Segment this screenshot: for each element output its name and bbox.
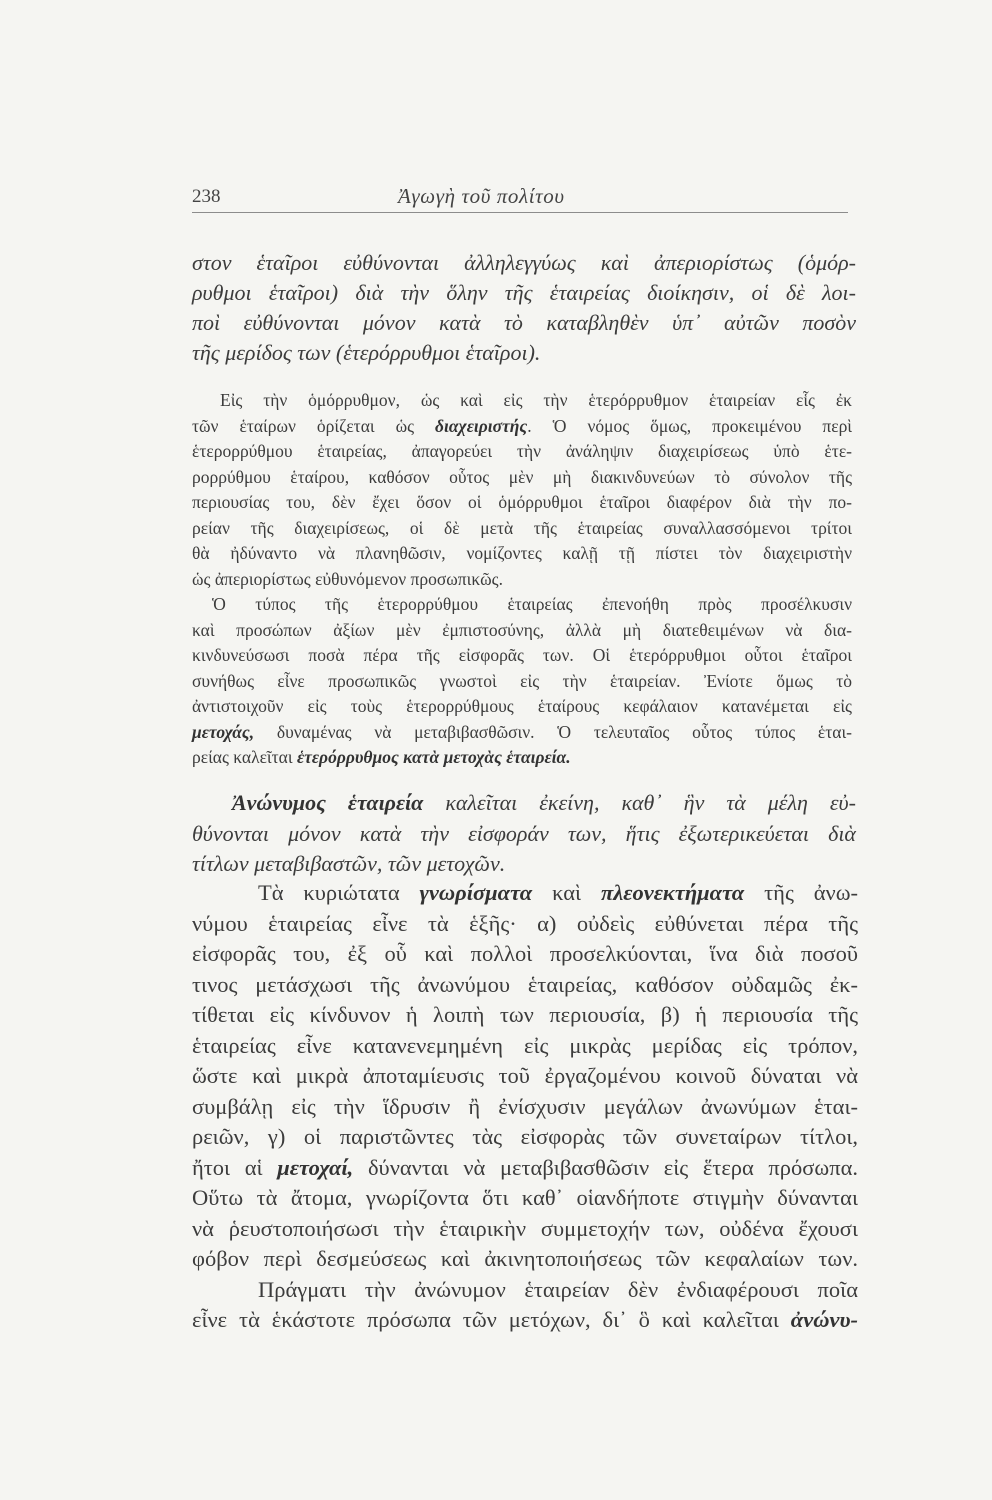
paragraph bbox=[192, 788, 856, 880]
emphasis-term: μετοχαί, bbox=[277, 1154, 354, 1180]
emphasis-term: Ἀνώνυμος ἑταιρεία bbox=[232, 790, 424, 815]
emphasis-term: ἀνώνυ- bbox=[790, 1307, 858, 1332]
line-text: ρείας καλεῖται bbox=[192, 747, 297, 767]
text-line bbox=[192, 669, 852, 695]
line-text: στον ἑταῖροι εὐθύνονται ἀλληλεγγύως καὶ ἀπεριορίστως (ὁμόρ- bbox=[192, 250, 856, 275]
paragraph bbox=[192, 248, 856, 368]
text-line bbox=[258, 1275, 858, 1306]
text-line bbox=[192, 819, 856, 850]
text-line bbox=[192, 970, 858, 1001]
text-line bbox=[192, 1000, 858, 1031]
text-line bbox=[192, 618, 852, 644]
line-text: ἑτερορρύθμου ἑταιρείας, ἀπαγορεύει τὴν ἀνάληψιν διαχειρίσεως ὑπὸ ἑτε- bbox=[192, 441, 852, 461]
line-text: ὡς ἀπεριορίστως εὐθυνόμενον προσωπικῶς. bbox=[192, 568, 503, 589]
text-line bbox=[192, 745, 852, 771]
text-line bbox=[192, 1305, 858, 1336]
line-text: καὶ προσώπων ἀξίων μὲν ἐμπιστοσύνης, ἀλλὰ μὴ διατεθειμένων νὰ δια- bbox=[192, 619, 852, 640]
text-line bbox=[192, 939, 858, 970]
text-line bbox=[192, 1153, 858, 1184]
emphasis-term: γνωρίσματα bbox=[419, 880, 533, 905]
line-text: τῶν ἑταίρων ὁρίζεται ὡς bbox=[192, 415, 436, 436]
paragraph bbox=[192, 878, 858, 1336]
line-text: καὶ bbox=[532, 880, 601, 905]
line-text: συνήθως εἶνε προσωπικῶς γνωστοὶ εἰς τὴν ἑταιρείαν. Ἐνίοτε ὅμως τὸ bbox=[192, 670, 852, 691]
line-text: καλεῖται ἐκείνη, καθ᾽ ἣν τὰ μέλη εὐ- bbox=[423, 790, 856, 815]
line-text: φόβον περὶ δεσμεύσεως καὶ ἀκινητοποιήσεως τῶν κεφαλαίων των. bbox=[192, 1246, 858, 1271]
text-line bbox=[192, 720, 852, 746]
line-text: τῆς μερίδος των (ἑτερόρρυθμοι ἑταῖροι). bbox=[192, 340, 541, 365]
line-text: τίθεται εἰς κίνδυνον ἡ λοιπὴ των περιουσία, β) ἡ περιουσία τῆς bbox=[192, 1002, 858, 1027]
emphasis-term: διαχειριστής bbox=[435, 415, 528, 436]
emphasis-term: πλεονεκτήματα bbox=[600, 880, 745, 905]
text-line bbox=[192, 278, 856, 308]
line-text: θύνονται μόνον κατὰ τὴν εἰσφοράν των, ἥτις ἐξωτερικεύεται διὰ bbox=[192, 820, 856, 846]
emphasis-term: ἑτερόρρυθμος κατὰ μετοχὰς ἑταιρεία. bbox=[296, 747, 571, 767]
text-line bbox=[220, 388, 852, 414]
line-text: ρυθμοι ἑταῖροι) διὰ τὴν ὅλην τῆς ἑταιρείας διοίκησιν, οἱ δὲ λοι- bbox=[192, 280, 856, 305]
line-text: περιουσίας του, δὲν ἔχει ὅσον οἱ ὁμόρρυθμοι ἑταῖροι διαφέρον διὰ τὴν πο- bbox=[192, 492, 852, 512]
running-title: Ἀγωγὴ τοῦ πολίτου bbox=[398, 184, 565, 208]
text-line bbox=[192, 849, 856, 880]
text-line bbox=[192, 1183, 858, 1214]
line-text: εἰσφορᾶς του, ἐξ οὗ καὶ πολλοὶ προσελκύονται, ἵνα διὰ ποσοῦ bbox=[192, 941, 858, 966]
line-text: δυναμένας νὰ μεταβιβασθῶσιν. Ὁ τελευταῖος οὗτος τύπος ἑται- bbox=[254, 721, 852, 742]
line-text: εἶνε τὰ ἑκάστοτε πρόσωπα τῶν μετόχων, δι᾽ ὃ καὶ καλεῖται bbox=[192, 1307, 791, 1332]
line-text: Εἰς τὴν ὁμόρρυθμον, ὡς καὶ εἰς τὴν ἑτερόρρυθμον ἑταιρείαν εἷς ἐκ bbox=[220, 390, 852, 410]
line-text: νύμου ἑταιρείας εἶνε τὰ ἑξῆς· α) οὐδεὶς εὐθύνεται πέρα τῆς bbox=[192, 910, 858, 936]
text-line bbox=[192, 338, 856, 368]
text-line bbox=[192, 1214, 858, 1245]
line-text: ρορρύθμου ἑταίρου, καθόσον οὗτος μὲν μὴ διακινδυνεύων τὸ σύνολον τῆς bbox=[192, 466, 852, 487]
line-text: τίτλων μεταβιβαστῶν, τῶν μετοχῶν. bbox=[192, 851, 506, 876]
line-text: Ὁ τύπος τῆς ἑτερορρύθμου ἑταιρείας ἐπενοήθη πρὸς προσέλκυσιν bbox=[212, 594, 853, 614]
text-line bbox=[212, 592, 852, 618]
emphasis-term: μετοχάς, bbox=[192, 721, 255, 742]
line-text: κινδυνεύσωσι ποσὰ πέρα τῆς εἰσφορᾶς των. Οἱ ἑτερόρρυθμοι οὗτοι ἑταῖροι bbox=[192, 645, 852, 665]
text-line bbox=[192, 1061, 858, 1092]
line-text: Οὕτω τὰ ἄτομα, γνωρίζοντα ὅτι καθ᾽ οἱανδήποτε στιγμὴν δύνανται bbox=[192, 1185, 858, 1210]
text-line bbox=[192, 541, 852, 567]
line-text: ἤτοι αἱ bbox=[192, 1154, 278, 1180]
text-line bbox=[192, 439, 852, 465]
line-text: . Ὁ νόμος ὅμως, προκειμένου περὶ bbox=[527, 415, 853, 436]
text-line bbox=[192, 414, 852, 440]
text-line bbox=[258, 878, 858, 909]
text-line bbox=[192, 308, 856, 338]
text-line bbox=[192, 1031, 858, 1062]
text-line bbox=[192, 567, 852, 593]
line-text: ρείαν τῆς διαχειρίσεως, οἱ δὲ μετὰ τῆς ἑταιρείας συναλλασσόμενοι τρίτοι bbox=[192, 517, 852, 538]
line-text: ἑταιρείας εἶνε κατανενεμημένη εἰς μικρὰς μερίδας εἰς τρόπον, bbox=[192, 1032, 858, 1058]
text-line bbox=[192, 643, 852, 669]
line-text: θὰ ἠδύναντο νὰ πλανηθῶσιν, νομίζοντες καλῇ τῇ πίστει τὸν διαχειριστὴν bbox=[192, 543, 852, 563]
line-text: ὥστε καὶ μικρὰ ἀποταμίευσις τοῦ ἐργαζομένου κοινοῦ δύναται νὰ bbox=[192, 1063, 858, 1088]
text-line bbox=[192, 1092, 858, 1123]
text-line bbox=[192, 909, 858, 940]
line-text: τινος μετάσχωσι τῆς ἀνωνύμου ἑταιρείας, καθόσον οὐδαμῶς ἐκ- bbox=[192, 971, 859, 997]
page-number: 238 bbox=[192, 186, 221, 207]
line-text: Τὰ κυριώτατα bbox=[258, 880, 420, 905]
text-line bbox=[192, 248, 856, 278]
text-line bbox=[192, 1122, 858, 1153]
line-text: Πράγματι τὴν ἀνώνυμον ἑταιρείαν δὲν ἐνδιαφέρουσι ποῖα bbox=[258, 1276, 858, 1302]
text-line bbox=[192, 694, 852, 720]
text-line bbox=[192, 490, 852, 516]
paragraph bbox=[192, 388, 852, 771]
line-text: ποὶ εὐθύνονται μόνον κατὰ τὸ καταβληθὲν ὑπ᾽ αὐτῶν ποσὸν bbox=[192, 310, 856, 335]
header-rule bbox=[192, 212, 848, 213]
text-line bbox=[232, 788, 856, 819]
line-text: ρειῶν, γ) οἱ παριστῶντες τὰς εἰσφορὰς τῶν συνεταίρων τίτλοι, bbox=[192, 1124, 859, 1149]
line-text: ἀντιστοιχοῦν εἰς τοὺς ἑτερορρύθμους ἑταίρους κεφάλαιον κατανέμεται εἰς bbox=[192, 696, 852, 716]
line-text: δύνανται νὰ μεταβιβασθῶσιν εἰς ἕτερα πρόσωπα. bbox=[353, 1154, 858, 1180]
text-line bbox=[192, 465, 852, 491]
line-text: τῆς ἀνω- bbox=[744, 880, 858, 905]
line-text: νὰ ῥευστοποιήσωσι τὴν ἑταιρικὴν συμμετοχήν των, οὐδένα ἔχουσι bbox=[192, 1215, 858, 1241]
text-line bbox=[192, 1244, 858, 1275]
line-text: συμβάλῃ εἰς τὴν ἵδρυσιν ἢ ἐνίσχυσιν μεγάλων ἀνωνύμων ἑται- bbox=[192, 1093, 858, 1119]
text-line bbox=[192, 516, 852, 542]
